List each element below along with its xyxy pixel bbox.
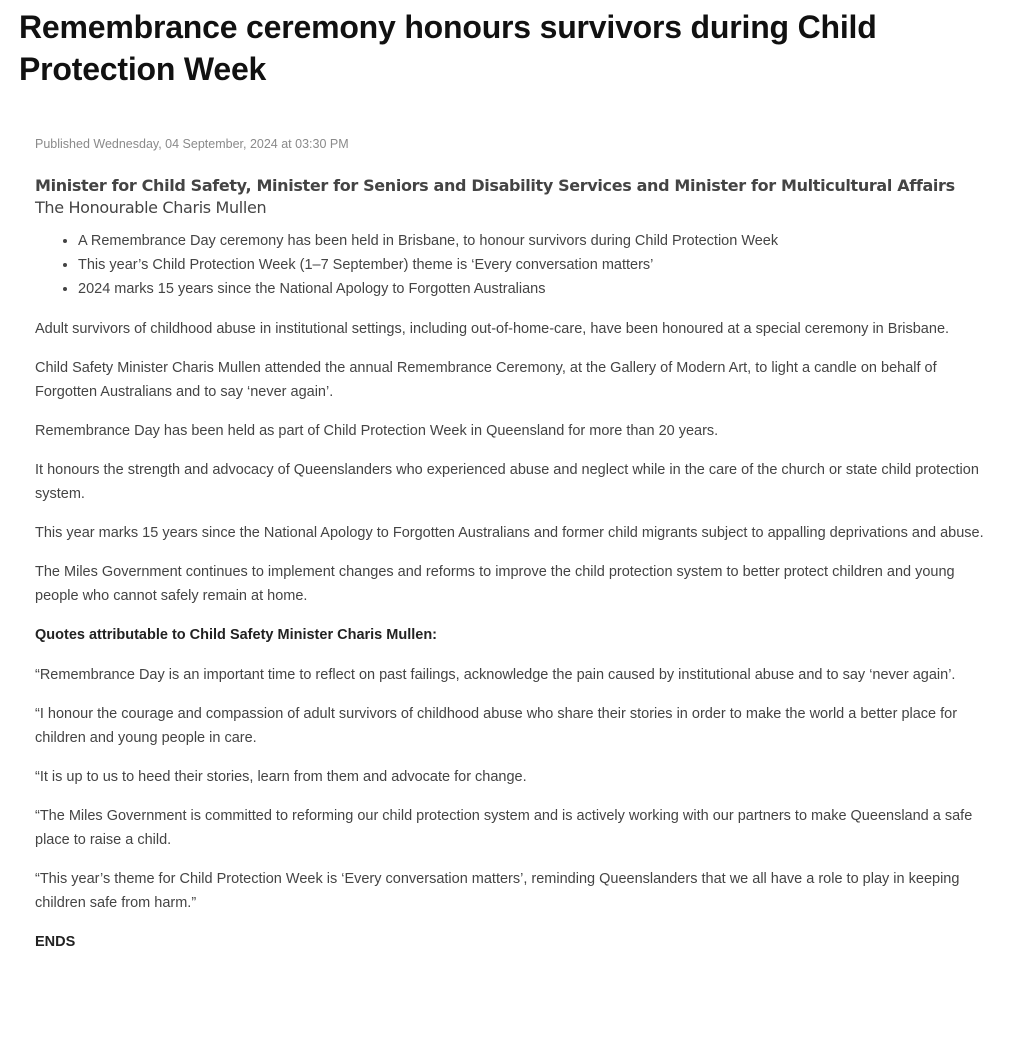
quote-paragraph: “It is up to us to heed their stories, learn from them and advocate for change. xyxy=(35,769,527,785)
quote-paragraph: “This year’s theme for Child Protection Week is ‘Every conversation matters’, reminding Queenslanders that we all have a role to play in keeping children safe from harm.” xyxy=(35,871,960,911)
article-body xyxy=(35,135,997,954)
highlights-list xyxy=(35,229,997,301)
body-paragraph: This year marks 15 years since the National Apology to Forgotten Australians and former child migrants subject to appalling deprivations and abuse. xyxy=(35,525,984,541)
ends-marker: ENDS xyxy=(35,934,76,950)
highlight-item: • A Remembrance Day ceremony has been held in Brisbane, to honour survivors during Child Protection Week xyxy=(78,229,997,253)
body-paragraph: It honours the strength and advocacy of Queenslanders who experienced abuse and neglect while in the care of the church or state child protection system. xyxy=(35,462,979,502)
body-paragraph: Remembrance Day has been held as part of Child Protection Week in Queensland for more than 20 years. xyxy=(35,423,719,439)
highlight-item: • This year’s Child Protection Week (1–7 September) theme is ‘Every conversation matters’ xyxy=(78,253,997,277)
body-paragraph: Adult survivors of childhood abuse in institutional settings, including out-of-home-care, have been honoured at a special ceremony in Brisbane. xyxy=(35,321,950,337)
body-paragraph: The Miles Government continues to implement changes and reforms to improve the child protection system to better protect children and young people who cannot safely remain at home. xyxy=(35,564,955,604)
highlight-item: • 2024 marks 15 years since the National Apology to Forgotten Australians xyxy=(78,277,997,301)
article-title: Remembrance ceremony honours survivors during Child Protection Week xyxy=(19,9,877,87)
quote-paragraph: “Remembrance Day is an important time to reflect on past failings, acknowledge the pain caused by institutional abuse and to say ‘never again’. xyxy=(35,667,956,683)
minister-role: Minister for Child Safety, Minister for Seniors and Disability Services and Minister for Multicultural Affairs xyxy=(35,176,955,195)
published-date: Published Wednesday, 04 September, 2024 at 03:30 PM xyxy=(35,137,349,151)
minister-name: The Honourable Charis Mullen xyxy=(35,198,267,217)
quotes-heading: Quotes attributable to Child Safety Minister Charis Mullen: xyxy=(35,627,438,643)
quote-paragraph: “I honour the courage and compassion of adult survivors of childhood abuse who share their stories in order to make the world a better place for children and young people in care. xyxy=(35,706,958,746)
quote-paragraph: “The Miles Government is committed to reforming our child protection system and is actively working with our partners to make Queensland a safe place to raise a child. xyxy=(35,808,973,848)
body-paragraph: Child Safety Minister Charis Mullen attended the annual Remembrance Ceremony, at the Gallery of Modern Art, to light a candle on behalf of Forgotten Australians and to say ‘never again’. xyxy=(35,360,937,400)
